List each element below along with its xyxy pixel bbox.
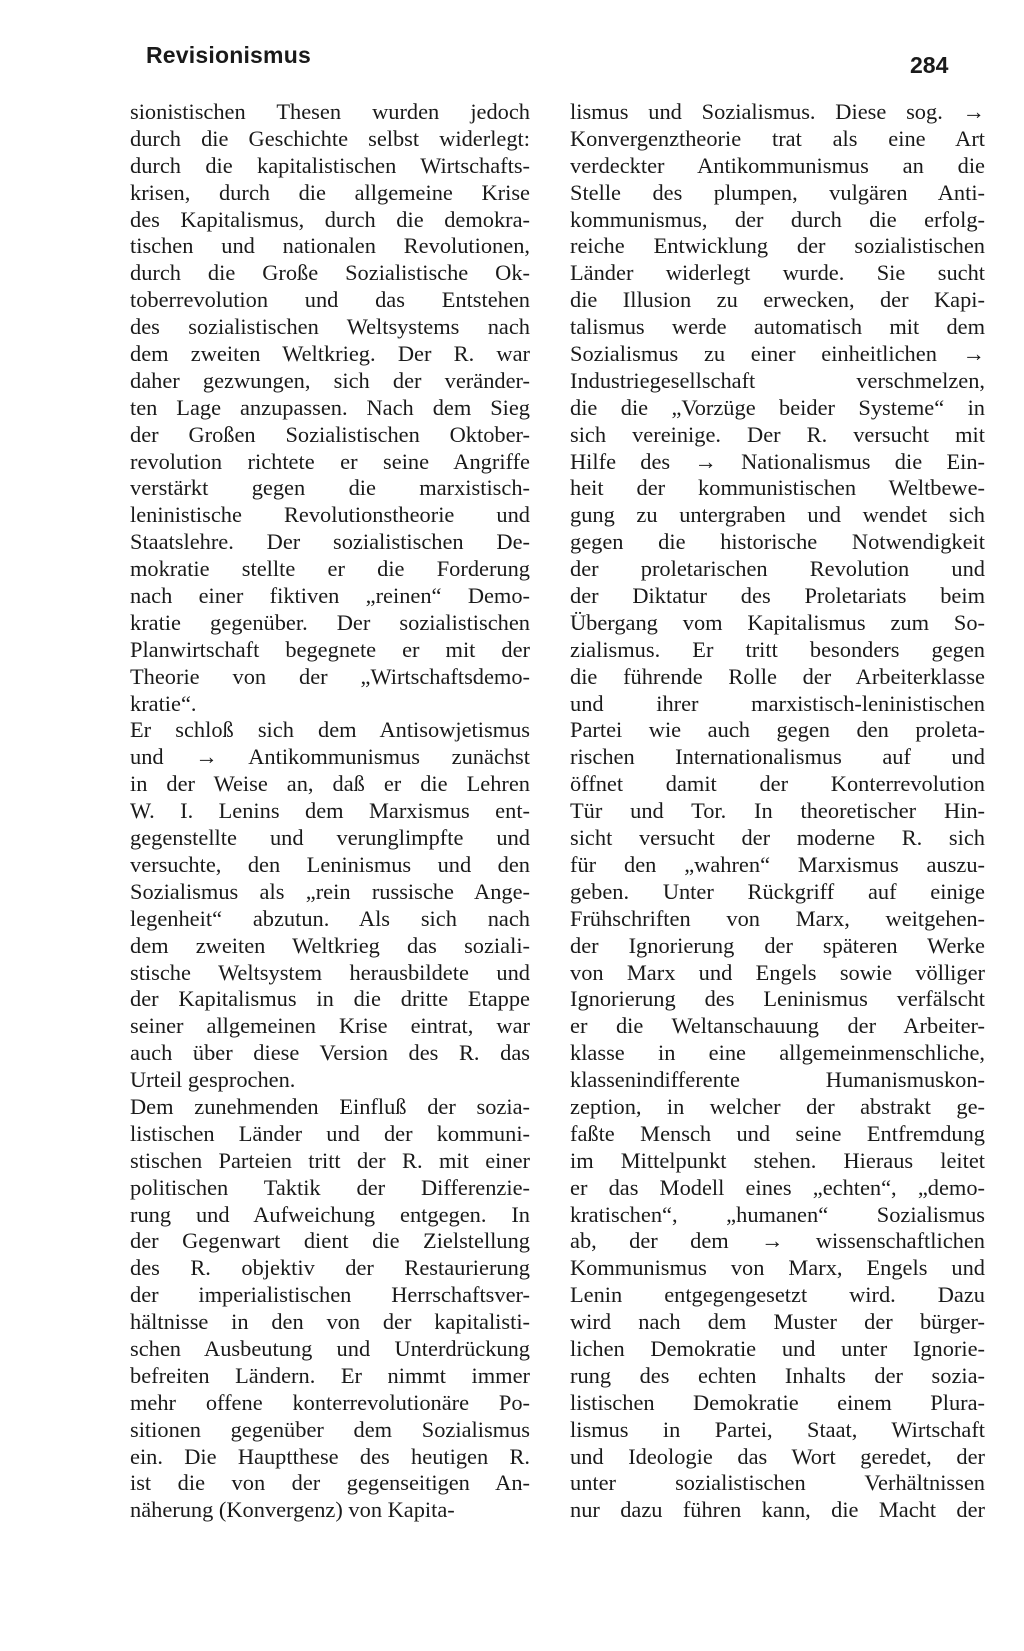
text-line: und Ideologie das Wort geredet, der [570, 1443, 985, 1469]
text-line: und ihrer marxistisch-leninistischen [570, 690, 985, 716]
text-line: kommunismus, der durch die erfolg- [570, 206, 985, 232]
text-line: er das Modell eines „echten“, „demo- [570, 1174, 985, 1200]
text-line: Staatslehre. Der sozialistischen De- [130, 529, 530, 555]
text-line: leninistische Revolutionstheorie und [130, 502, 530, 528]
text-line: ab, der dem → wissenschaftlichen [570, 1228, 985, 1254]
text-line: reiche Entwicklung der sozialistischen [570, 233, 985, 259]
text-line: stische Weltsystem herausbildete und [130, 959, 530, 985]
text-line: ten Lage anzupassen. Nach dem Sieg [130, 394, 530, 420]
text-line: politischen Taktik der Differenzie- [130, 1174, 530, 1200]
text-line: rung und Aufweichung entgegen. In [130, 1201, 530, 1227]
text-line: sionistischen Thesen wurden jedoch [130, 99, 530, 124]
text-line: Ignorierung des Leninismus verfälscht [570, 986, 985, 1012]
text-line: schen Ausbeutung und Unterdrückung [130, 1335, 530, 1361]
text-line: geben. Unter Rückgriff auf einige [570, 878, 985, 904]
text-line: krisen, durch die allgemeine Krise [130, 179, 530, 205]
text-line: heit der kommunistischen Weltbewe- [570, 475, 985, 501]
text-line: Kommunismus von Marx, Engels und [570, 1255, 985, 1281]
text-line: gegenstellte und verunglimpfte und [130, 825, 530, 851]
text-line: sicht versucht der moderne R. sich [570, 825, 985, 851]
text-line: durch die kapitalistischen Wirtschafts- [130, 152, 530, 178]
text-line: ein. Die Hauptthese des heutigen R. [130, 1443, 530, 1469]
text-line: unter sozialistischen Verhältnissen [570, 1470, 985, 1496]
text-line: Lenin entgegengesetzt wird. Dazu [570, 1282, 985, 1308]
text-line: rischen Internationalismus auf und [570, 744, 985, 770]
text-line: Sozialismus als „rein russische Ange- [130, 878, 530, 904]
text-line: mehr offene konterrevolutionäre Po- [130, 1389, 530, 1415]
text-line: kratischen“, „humanen“ Sozialismus [570, 1201, 985, 1227]
text-line: durch die Große Sozialistische Ok- [130, 260, 530, 286]
text-line: Stelle des plumpen, vulgären Anti- [570, 179, 985, 205]
text-line: des Kapitalismus, durch die demokra- [130, 206, 530, 232]
left-column [130, 99, 530, 1524]
text-line: von Marx und Engels sowie völliger [570, 959, 985, 985]
text-line: Hilfe des → Nationalismus die Ein- [570, 448, 985, 474]
text-line: lismus in Partei, Staat, Wirtschaft [570, 1416, 985, 1442]
text-line: die die „Vorzüge beider Systeme“ in [570, 394, 985, 420]
text-line: talismus werde automatisch mit dem [570, 314, 985, 340]
text-line: listischen Länder und der kommuni- [130, 1120, 530, 1146]
text-line: nach einer fiktiven „reinen“ Demo- [130, 583, 530, 609]
text-line: hältnisse in den von der kapitalisti- [130, 1309, 530, 1335]
text-line: seiner allgemeinen Krise eintrat, war [130, 1013, 530, 1039]
text-line: die führende Rolle der Arbeiterklasse [570, 663, 985, 689]
text-line: klassenindifferente Humanismuskon- [570, 1067, 985, 1093]
text-line: lismus und Sozialismus. Diese sog. → [570, 99, 985, 124]
text-line: Konvergenztheorie trat als eine Art [570, 125, 985, 151]
text-line: in der Weise an, daß er die Lehren [130, 771, 530, 797]
text-line: Er schloß sich dem Antisowjetismus [130, 717, 530, 743]
text-line: verstärkt gegen die marxistisch- [130, 475, 530, 501]
text-line: befreiten Ländern. Er nimmt immer [130, 1362, 530, 1388]
text-line: gung zu untergraben und wendet sich [570, 502, 985, 528]
text-line: nur dazu führen kann, die Macht der [570, 1497, 985, 1523]
text-line: der imperialistischen Herrschaftsver- [130, 1282, 530, 1308]
text-line: durch die Geschichte selbst widerlegt: [130, 125, 530, 151]
text-line: sich vereinige. Der R. versucht mit [570, 421, 985, 447]
text-line: revolution richtete er seine Angriffe [130, 448, 530, 474]
text-line: versuchte, den Leninismus und den [130, 851, 530, 877]
text-line: lichen Demokratie und unter Ignorie- [570, 1335, 985, 1361]
text-line: verdeckter Antikommunismus an die [570, 152, 985, 178]
text-line: näherung (Konvergenz) von Kapita- [130, 1497, 455, 1523]
text-line: legenheit“ abzutun. Als sich nach [130, 905, 530, 931]
text-line: zialismus. Er tritt besonders gegen [570, 636, 985, 662]
page-number: 284 [910, 52, 949, 78]
text-line: wird nach dem Muster der bürger- [570, 1309, 985, 1335]
text-line: Sozialismus zu einer einheitlichen → [570, 341, 985, 367]
text-line: die Illusion zu erwecken, der Kapi- [570, 287, 985, 313]
right-column [570, 99, 985, 1524]
text-line: öffnet damit der Konterrevolution [570, 771, 985, 797]
text-line: kratie“. [130, 690, 197, 716]
text-line: zeption, in welcher der abstrakt ge- [570, 1093, 985, 1119]
text-line: klasse in eine allgemeinmenschliche, [570, 1040, 985, 1066]
text-line: daher gezwungen, sich der veränder- [130, 367, 530, 393]
text-line: Urteil gesprochen. [130, 1067, 296, 1093]
text-line: Dem zunehmenden Einfluß der sozia- [130, 1093, 530, 1119]
text-line: dem zweiten Weltkrieg. Der R. war [130, 341, 530, 367]
text-line: sitionen gegenüber dem Sozialismus [130, 1416, 530, 1442]
text-line: rung des echten Inhalts der sozia- [570, 1362, 985, 1388]
text-line: der Ignorierung der späteren Werke [570, 932, 985, 958]
text-line: faßte Mensch und seine Entfremdung [570, 1120, 985, 1146]
text-line: und → Antikommunismus zunächst [130, 744, 530, 770]
text-line: der proletarischen Revolution und [570, 556, 985, 582]
text-line: toberrevolution und das Entstehen [130, 287, 530, 313]
text-line: dem zweiten Weltkrieg das soziali- [130, 932, 530, 958]
text-line: Industriegesellschaft verschmelzen, [570, 367, 985, 393]
text-line: der Gegenwart dient die Zielstellung [130, 1228, 530, 1254]
text-line: er die Weltanschauung der Arbeiter- [570, 1013, 985, 1039]
text-line: kratie gegenüber. Der sozialistischen [130, 609, 530, 635]
text-line: für den „wahren“ Marxismus auszu- [570, 851, 985, 877]
text-line: der Großen Sozialistischen Oktober- [130, 421, 530, 447]
text-line: W. I. Lenins dem Marxismus ent- [130, 798, 530, 824]
text-line: mokratie stellte er die Forderung [130, 556, 530, 582]
text-line: Theorie von der „Wirtschaftsdemo- [130, 663, 530, 689]
text-line: Übergang vom Kapitalismus zum So- [570, 609, 985, 635]
text-line: Tür und Tor. In theoretischer Hin- [570, 798, 985, 824]
text-line: Partei wie auch gegen den proleta- [570, 717, 985, 743]
text-line: ist die von der gegenseitigen An- [130, 1470, 530, 1496]
text-line: tischen und nationalen Revolutionen, [130, 233, 530, 259]
running-head-title: Revisionismus [146, 42, 311, 68]
text-line: der Kapitalismus in die dritte Etappe [130, 986, 530, 1012]
text-line: des sozialistischen Weltsystems nach [130, 314, 530, 340]
text-line: gegen die historische Notwendigkeit [570, 529, 985, 555]
text-line: des R. objektiv der Restaurierung [130, 1255, 530, 1281]
text-line: listischen Demokratie einem Plura- [570, 1389, 985, 1415]
text-line: stischen Parteien tritt der R. mit einer [130, 1147, 530, 1173]
text-line: im Mittelpunkt stehen. Hieraus leitet [570, 1147, 985, 1173]
text-line: Frühschriften von Marx, weitgehen- [570, 905, 985, 931]
text-line: Planwirtschaft begegnete er mit der [130, 636, 530, 662]
text-line: der Diktatur des Proletariats beim [570, 583, 985, 609]
text-line: auch über diese Version des R. das [130, 1040, 530, 1066]
text-line: Länder widerlegt wurde. Sie sucht [570, 260, 985, 286]
